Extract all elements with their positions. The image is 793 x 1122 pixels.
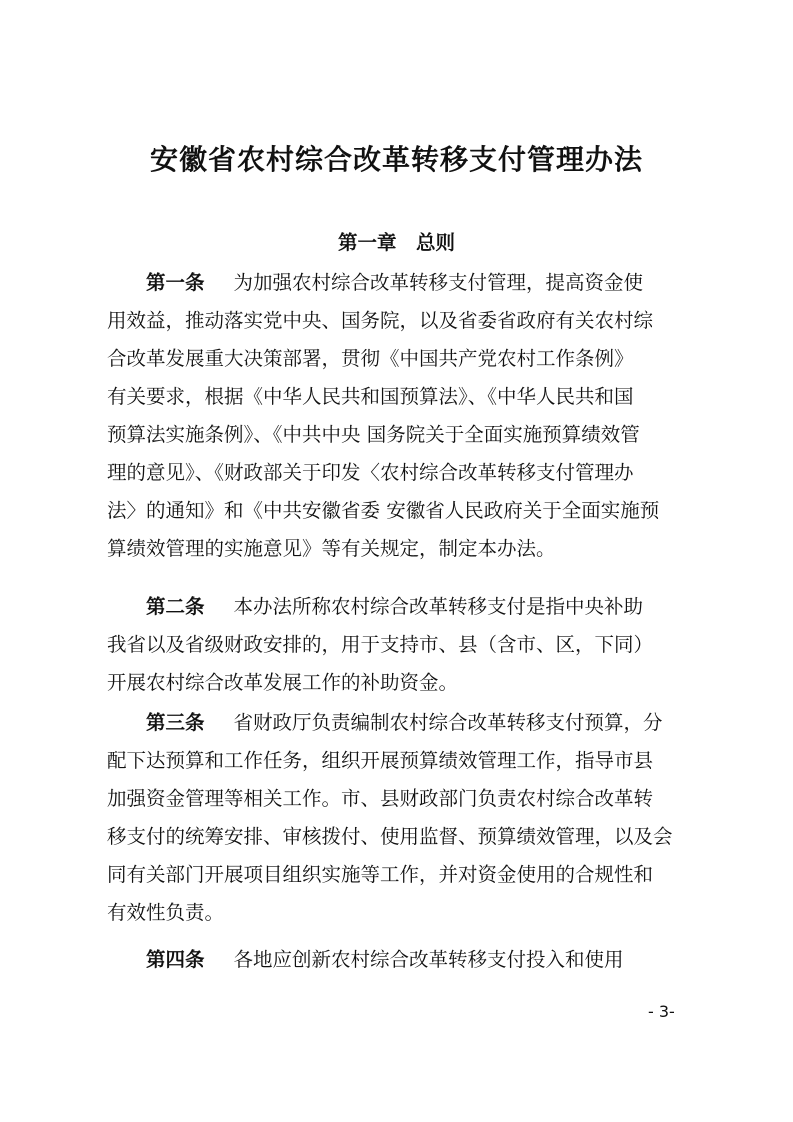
article-1-line-8: 算绩效管理的实施意见》等有关规定，制定本办法。: [107, 537, 556, 560]
article-1-label: 第一条: [146, 271, 205, 294]
article-1-line-7: 法〉的通知》和《中共安徽省委 安徽省人民政府关于全面实施预: [107, 499, 660, 522]
article-1-line-4: 有关要求，根据《中华人民共和国预算法》、《中华人民共和国: [107, 385, 634, 408]
article-1-line-2: 用效益，推动落实党中央、国务院，以及省委省政府有关农村综: [107, 309, 654, 332]
article-1-line-6: 理的意见》、《财政部关于印发〈农村综合改革转移支付管理办: [107, 461, 634, 484]
page-number: - 3-: [648, 1002, 675, 1021]
article-2-line-1: [107, 592, 643, 622]
article-3-line-5: 同有关部门开展项目组织实施等工作，并对资金使用的合规性和: [107, 863, 654, 886]
article-3-text: 省财政厅负责编制农村综合改革转移支付预算，分: [233, 711, 663, 734]
article-4-line-1: [107, 945, 624, 975]
document-title: 安徽省农村综合改革转移支付管理办法: [149, 143, 643, 176]
article-4-label: 第四条: [146, 948, 205, 971]
article-1-line-1: [107, 268, 643, 298]
article-3-line-3: 加强资金管理等相关工作。市、县财政部门负责农村综合改革转: [107, 787, 654, 810]
article-1-text: 为加强农村综合改革转移支付管理，提高资金使: [233, 271, 644, 294]
article-2-label: 第二条: [146, 595, 205, 618]
article-2-line-2: 我省以及省级财政安排的，用于支持市、县（含市、区，下同）: [107, 633, 654, 656]
article-3-line-4: 移支付的统筹安排、审核拨付、使用监督、预算绩效管理，以及会: [107, 825, 673, 848]
article-2-line-3: 开展农村综合改革发展工作的补助资金。: [107, 671, 459, 694]
article-3-line-6: 有效性负责。: [107, 901, 225, 924]
article-3-line-2: 配下达预算和工作任务，组织开展预算绩效管理工作，指导市县: [107, 749, 654, 772]
chapter-heading: 第一章 总则: [337, 231, 455, 254]
article-3-label: 第三条: [146, 711, 205, 734]
article-3-line-1: [107, 708, 663, 738]
article-2-text: 本办法所称农村综合改革转移支付是指中央补助: [233, 595, 644, 618]
article-1-line-5: 预算法实施条例》、《中共中央 国务院关于全面实施预算绩效管: [107, 423, 640, 446]
article-1-line-3: 合改革发展重大决策部署，贯彻《中国共产党农村工作条例》: [107, 347, 634, 370]
article-4-text: 各地应创新农村综合改革转移支付投入和使用: [233, 948, 624, 971]
